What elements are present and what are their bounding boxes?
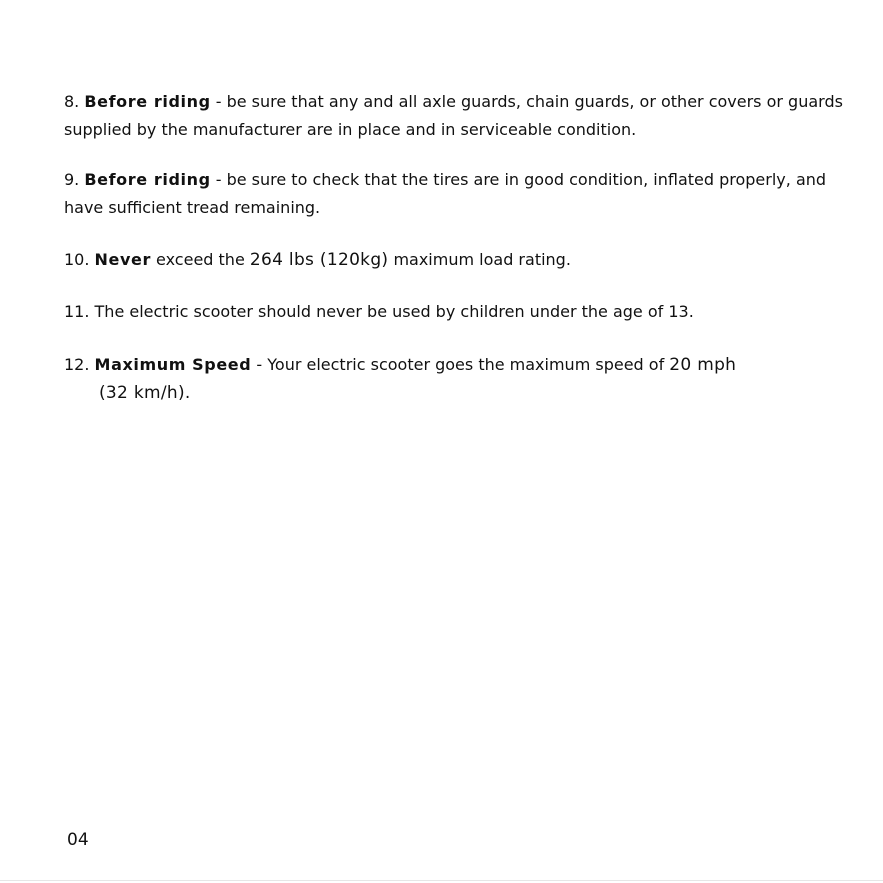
item-number: 9.	[64, 170, 80, 189]
safety-item-11	[64, 298, 844, 326]
item-number: 10.	[64, 250, 90, 269]
item-text: maximum load rating.	[388, 250, 571, 269]
page-bottom-edge	[0, 880, 883, 881]
item-text: 11. The electric scooter should never be used by children under the age of 13.	[64, 302, 694, 321]
item-text: - Your electric scooter goes the maximum speed of	[251, 355, 670, 374]
item-heading: Before riding	[84, 92, 211, 111]
safety-item-10	[64, 246, 844, 274]
load-rating-value: 264 lbs (120kg)	[249, 250, 389, 270]
item-text: exceed the	[150, 250, 250, 269]
safety-item-12	[64, 351, 844, 407]
item-number: 8.	[64, 92, 80, 111]
page-number: 04	[67, 830, 89, 850]
item-number: 12.	[64, 355, 90, 374]
item-text: - be sure to check that the tires are in good condition, inflated properly, and have sufficient tread remaining.	[64, 170, 827, 217]
max-speed-value: 20 mph	[669, 355, 737, 375]
item-heading: Before riding	[84, 170, 211, 189]
item-text: - be sure that any and all axle guards, chain guards, or other covers or guards supplied by the manufacturer are in place and in serviceable condition.	[64, 92, 843, 139]
item-heading: Maximum Speed	[94, 355, 252, 374]
safety-item-9	[64, 166, 844, 222]
max-speed-metric: (32 km/h).	[99, 383, 191, 403]
safety-item-8	[64, 88, 844, 144]
item-heading: Never	[94, 250, 151, 269]
